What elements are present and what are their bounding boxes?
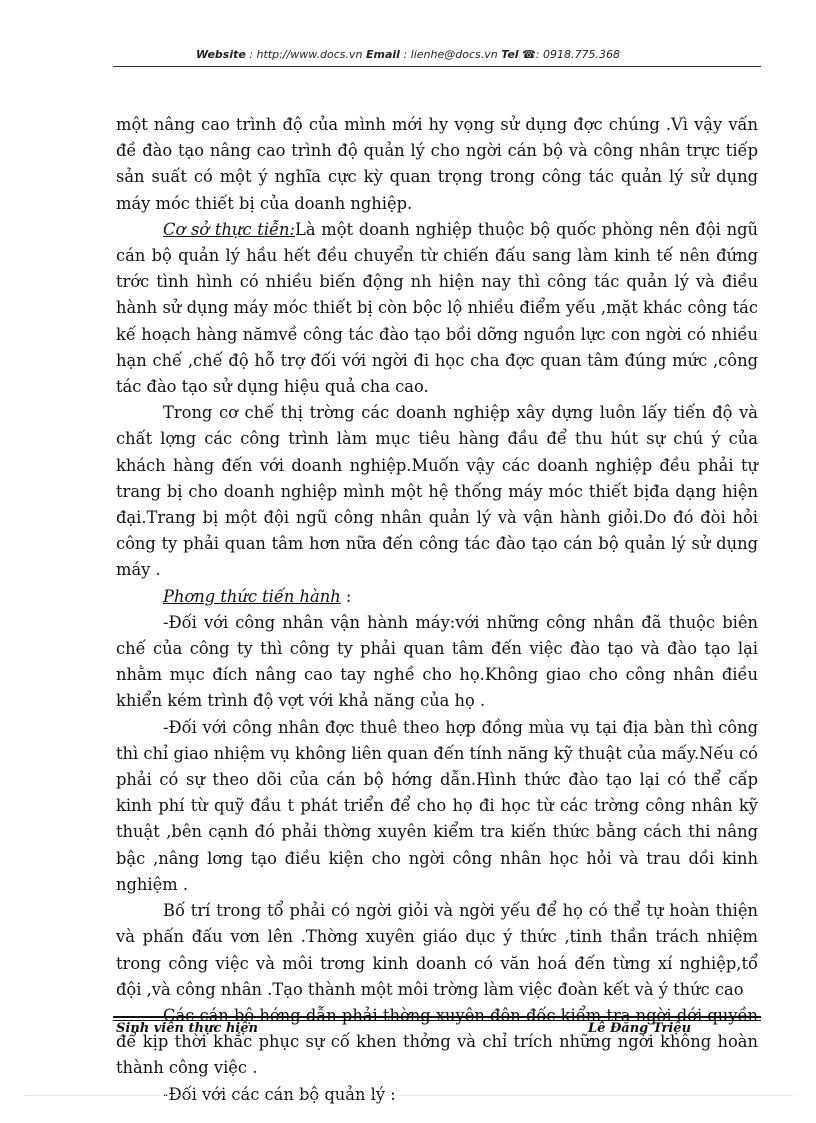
paragraph-4: -Đối với công nhân vận hành máy:với những công nhân đã thuộc biên chế của công ty thì công ty phải quan tâm đến việc đào tạo và đào tạo lại nhằm mục đích nâng cao tay nghề cho họ.Không giao cho công nhân điều khiển kém trình độ vợt với khả năng của họ .	[116, 612, 758, 711]
paragraph-3: Trong cơ chế thị trờng các doanh nghiệp xây dựng luôn lấy tiến độ và chất lợng các công trình làm mục tiêu hàng đầu để thu hút sự chú ý của khách hàng đến với doanh nghiệp.Muốn vậy các doanh nghiệp đều phải tự trang bị cho doanh nghiệp mình một hệ thống máy móc thiết bịđa dạng hiện đại.Trang bị một đội ngũ công nhân quản lý và vận hành giỏi.Do đó đòi hỏi công ty phải quan tâm hơn nữa đến công tác đào tạo cán bộ quản lý sử dụng máy .	[116, 403, 758, 580]
footer-author-label: Sinh viên thực hiện	[116, 1021, 258, 1036]
website-label: Website	[196, 48, 246, 61]
paragraph-1: một nâng cao trình độ của mình mới hy vọng sử dụng đợc chúng .Vì vậy vấn đề đào tạo nâng cao trình độ quản lý cho ngời cán bộ và công nhân trực tiếp sản suất có một ý nghĩa cực kỳ quan trọng trong công tác quản lý sử dụng máy móc thiết bị của doanh nghiệp.	[116, 115, 758, 213]
paragraph-7: Các cán bộ hớng dẫn phải thờng xuyên đôn đốc kiểm tra ngời dới quyền để kịp thời khắc phục sự cố khen thởng và chỉ trích những ngời không hoàn thành công việc .	[116, 1005, 758, 1078]
email-value: : lienhe@docs.vn	[403, 48, 498, 61]
method-heading-text: Phơng thức tiến hành	[163, 586, 341, 606]
paragraph-5: -Đối với công nhân đợc thuê theo hợp đồng mùa vụ tại địa bàn thì công thì chỉ giao nhiệm vụ không liên quan đến tính năng kỹ thuật của mấy.Nếu có phải có sự theo dõi của cán bộ hớng dẫn.Hình thức đào tạo lại có thể cấp kinh phí từ quỹ đầu t phát triển để cho họ đi học từ các trờng công nhân kỹ thuật ,bên cạnh đó phải thờng xuyên kiểm tra kiến thức bằng cách thi nâng bậc ,nâng lơng tạo điều kiện cho ngời công nhân học hỏi và trau dồi kinh nghiệm .	[116, 717, 758, 894]
method-heading-suffix: :	[340, 586, 352, 606]
footer-author-name: Lê Đăng Triệu	[588, 1021, 692, 1036]
website-value: : http://www.docs.vn	[249, 48, 363, 61]
footer-divider-thick	[113, 1016, 761, 1018]
paragraph-8: -Đối với các cán bộ quản lý :	[163, 1084, 396, 1104]
paragraph-2	[116, 217, 758, 400]
section-heading-practical-basis: Cơ sở thực tiễn:	[163, 219, 296, 239]
section-heading-method	[116, 584, 758, 610]
paragraph-6: Bố trí trong tổ phải có ngời giỏi và ngời yếu để họ có thể tự hoàn thiện và phấn đấu vơn lên .Thờng xuyên giáo dục ý thức ,tinh thần trách nhiệm trong công việc và môi trơng kinh doanh có văn hoá đến từng xí nghiệp,tổ đội ,và công nhân .Tạo thành một môi trờng làm việc đoàn kết và ý thức cao	[116, 901, 758, 999]
page-header	[0, 48, 816, 61]
email-label: Email	[366, 48, 400, 61]
paragraph-2-text: Là một doanh nghiệp thuộc bộ quốc phòng nên đội ngũ cán bộ quản lý hầu hết đều chuyển từ chiến đấu sang làm kinh tế nên đứng trớc tình hình có nhiều biến động nh hiện nay thì công tác quản lý và điều hành sử dụng máy móc thiết bị còn bộc lộ nhiều điểm yếu ,mặt khác công tác kế hoạch hàng nămvề công tác đào tạo bồi dỡng nguồn lực con ngời có nhiều hạn chế ,chế độ hỗ trợ đối với ngời đi học cha đợc quan tâm đúng mức ,công tác đào tạo sử dụng hiệu quả cha cao.	[116, 219, 758, 397]
page-bottom-dotted-line	[24, 1095, 794, 1096]
document-body	[116, 112, 758, 1108]
header-divider	[113, 66, 761, 67]
tel-value: ☎: 0918.775.368	[522, 48, 620, 61]
tel-label: Tel	[501, 48, 519, 61]
